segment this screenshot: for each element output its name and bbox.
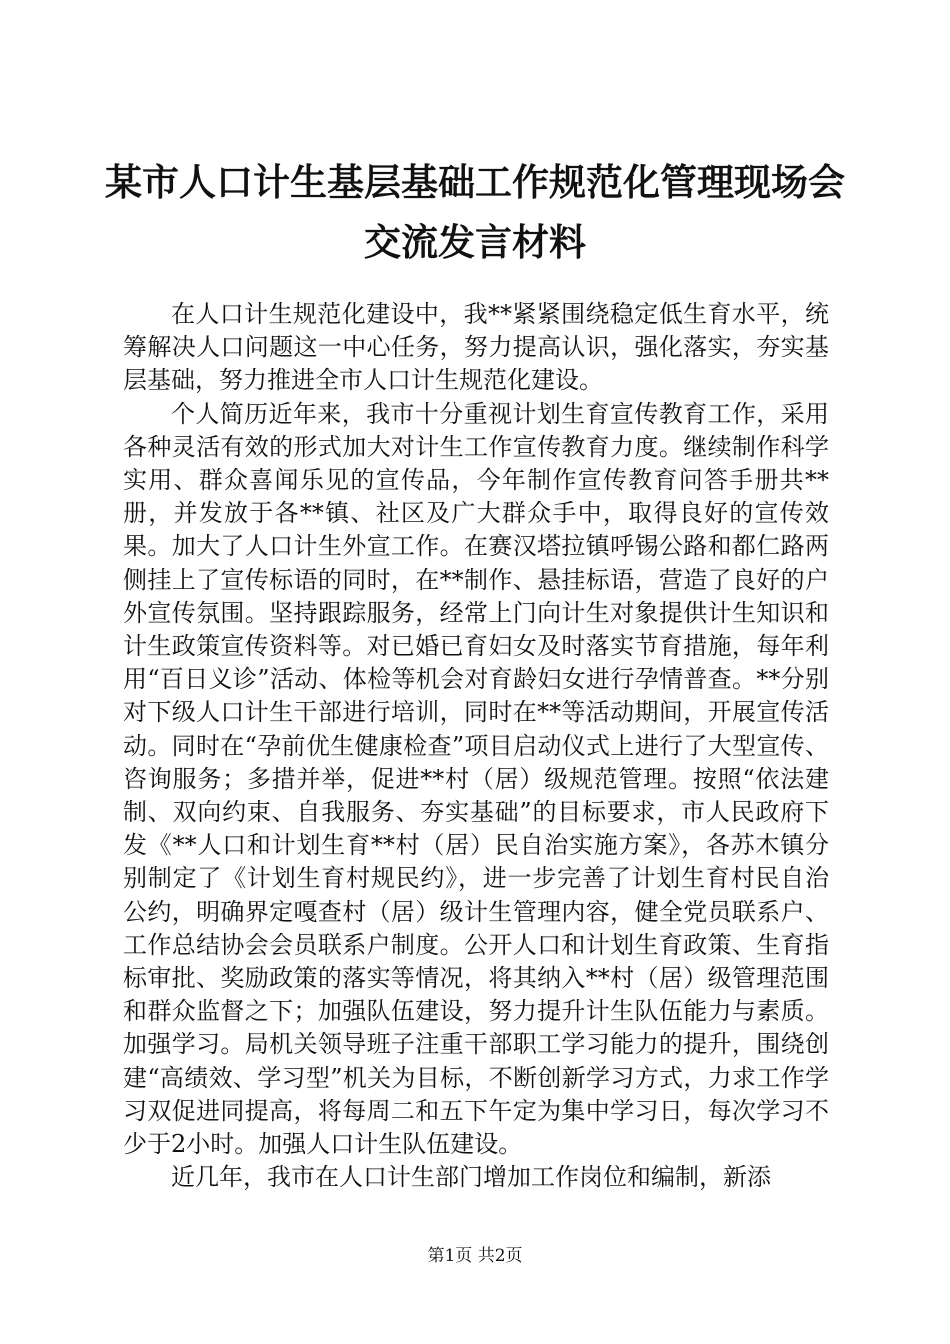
page-footer: 第1页 共2页 [427,1246,523,1266]
document-title-line-2: 交流发言材料 [364,220,586,264]
paragraph-3: 近几年，我市在人口计生部门增加工作岗位和编制，新添 [171,1163,771,1192]
paragraph-1: 在人口计生规范化建设中，我**紧紧围绕稳定低生育水平，统筹解决人口问题这一中心任务，努力提高认识，强化落实，夯实基层基础，努力推进全市人口计生规范化建设。 [123,300,829,395]
paragraph-2: 个人简历近年来，我市十分重视计划生育宣传教育工作，采用各种灵活有效的形式加大对计生工作宣传教育力度。继续制作科学实用、群众喜闻乐见的宣传品，今年制作宣传教育问答手册共**册，并发放于各**镇、社区及广大群众手中，取得良好的宣传效果。加大了人口计生外宣工作。在赛汉塔拉镇呼锡公路和都仁路两侧挂上了宣传标语的同时，在**制作、悬挂标语，营造了良好的户外宣传氛围。坚持跟踪服务，经常上门向计生对象提供计生知识和计生政策宣传资料等。对已婚已育妇女及时落实节育措施，每年利用“百日义诊”活动、体检等机会对育龄妇女进行孕情普查。**分别对下级人口计生干部进行培训，同时在**等活动期间，开展宣传活动。同时在“孕前优生健康检查”项目启动仪式上进行了大型宣传、咨询服务；多措并举，促进**村（居）级规范管理。按照“依法建制、双向约束、自我服务、夯实基础”的目标要求，市人民政府下发《**人口和计划生育**村（居）民自治实施方案》，各苏木镇分别制定了《计划生育村规民约》，进一步完善了计划生育村民自治公约，明确界定嘎查村（居）级计生管理内容，健全党员联系户、工作总结协会会员联系户制度。公开人口和计划生育政策、生育指标审批、奖励政策的落实等情况，将其纳入**村（居）级管理范围和群众监督之下；加强队伍建设，努力提升计生队伍能力与素质。加强学习。局机关领导班子注重干部职工学习能力的提升，围绕创建“高绩效、学习型”机关为目标，不断创新学习方式，力求工作学习双促进同提高，将每周二和五下午定为集中学习日，每次学习不少于2小时。加强人口计生队伍建设。 [123,399,829,1159]
document-title-line-1: 某市人口计生基层基础工作规范化管理现场会 [105,160,845,204]
document-body [123,298,829,1194]
